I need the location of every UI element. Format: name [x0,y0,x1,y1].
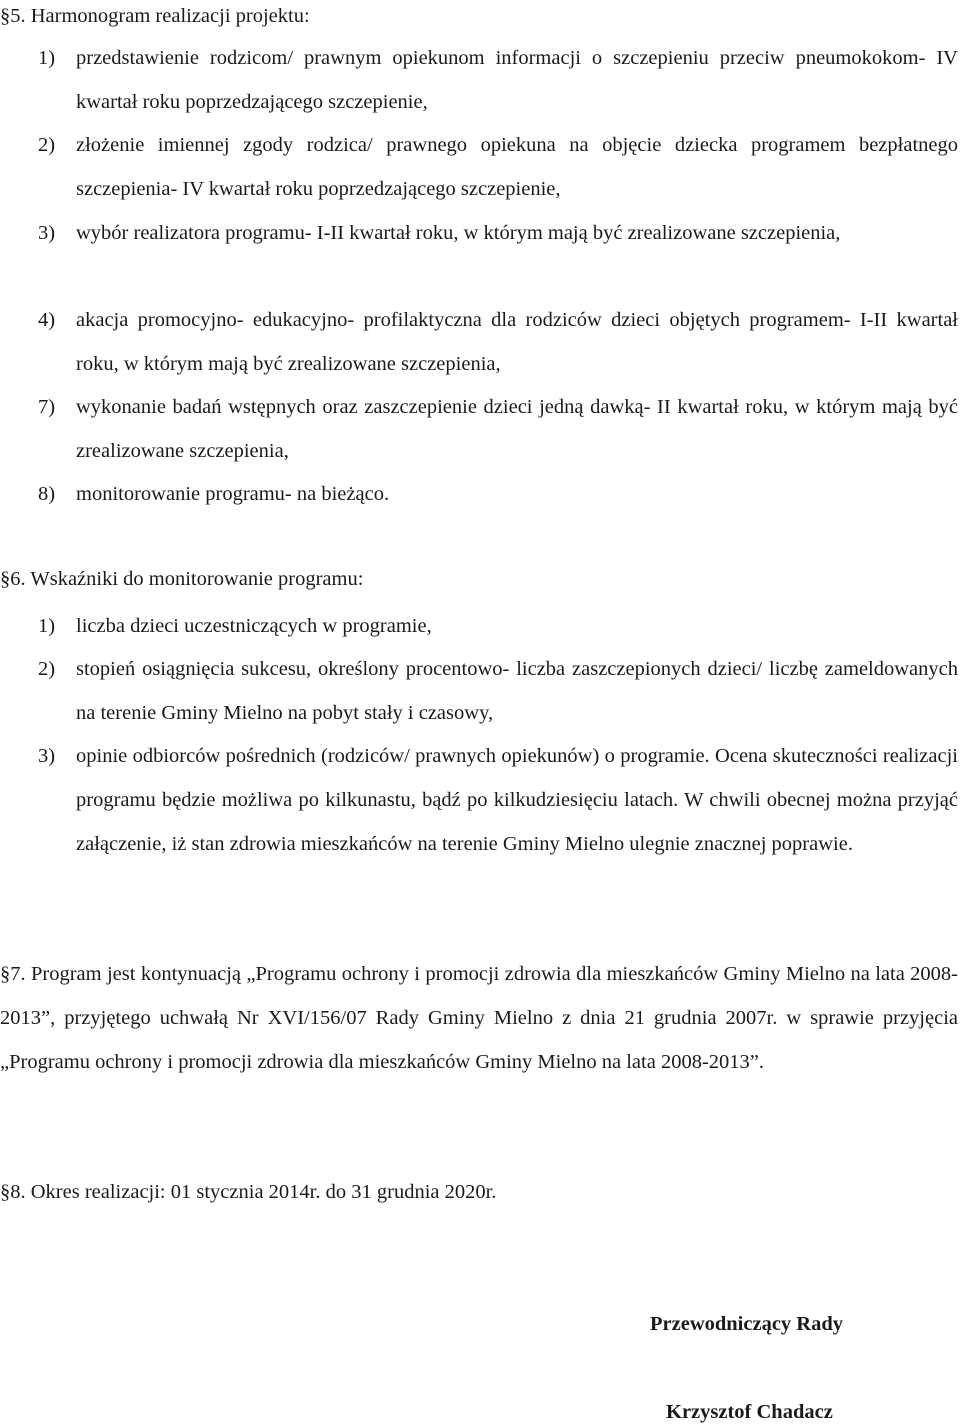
list-item-number: 3) [38,222,56,244]
list-item-number: 3) [38,745,56,767]
list-item-number: 1) [38,615,56,637]
section-5-heading: §5. Harmonogram realizacji projektu: [0,5,310,27]
section-6-heading: §6. Wskaźniki do monitorowanie programu: [0,568,364,590]
list-item-text: opinie odbiorców pośrednich (rodziców/ prawnych opiekunów) o programie. Ocena skuteczności realizacji programu będzie możliwa po kilkunastu, bądź po kilkudziesięciu latach. W chwili obecnej można przyjąć załączenie, iż stan zdrowia mieszkańców na terenie Gminy Mielno ulegnie znacznej poprawie. [76,745,958,855]
list-item-number: 1) [38,47,56,69]
list-item-text: wykonanie badań wstępnych oraz zaszczepienie dzieci jedną dawką- II kwartał roku, w którym mają być zrealizowane szczepienia, [76,396,958,462]
list-item-number: 2) [38,658,56,680]
list-item-text: wybór realizatora programu- I-II kwartał roku, w którym mają być zrealizowane szczepienia, [76,222,841,244]
signature-title: Przewodniczący Rady [650,1313,843,1335]
list-item-number: 7) [38,396,56,418]
section-8-paragraph: §8. Okres realizacji: 01 stycznia 2014r. do 31 grudnia 2020r. [0,1181,497,1203]
list-item-text: stopień osiągnięcia sukcesu, określony procentowo- liczba zaszczepionych dzieci/ liczbę zameldowanych na terenie Gminy Mielno na pobyt stały i czasowy, [76,658,958,724]
list-item-number: 2) [38,134,56,156]
list-item-text: monitorowanie programu- na bieżąco. [76,483,390,505]
list-item-number: 8) [38,483,56,505]
signature-name: Krzysztof Chadacz [666,1401,833,1423]
section-7-paragraph: §7. Program jest kontynuacją „Programu ochrony i promocji zdrowia dla mieszkańców Gminy Mielno na lata 2008-2013”, przyjętego uchwałą Nr XVI/156/07 Rady Gminy Mielno z dnia 21 grudnia 2007r. w sprawie przyjęcia „Programu ochrony i promocji zdrowia dla mieszkańców Gminy Mielno na lata 2008-2013”. [0,963,958,1073]
list-item-number: 4) [38,309,56,331]
list-item-text: liczba dzieci uczestniczących w programie, [76,615,432,637]
list-item-text: złożenie imiennej zgody rodzica/ prawnego opiekuna na objęcie dziecka programem bezpłatnego szczepienia- IV kwartał roku poprzedzającego szczepienie, [76,134,958,200]
list-item-text: przedstawienie rodzicom/ prawnym opiekunom informacji o szczepieniu przeciw pneumokokom- IV kwartał roku poprzedzającego szczepienie, [76,47,958,113]
list-item-text: akacja promocyjno- edukacyjno- profilaktyczna dla rodziców dzieci objętych programem- I-II kwartał roku, w którym mają być zrealizowane szczepienia, [76,309,958,375]
